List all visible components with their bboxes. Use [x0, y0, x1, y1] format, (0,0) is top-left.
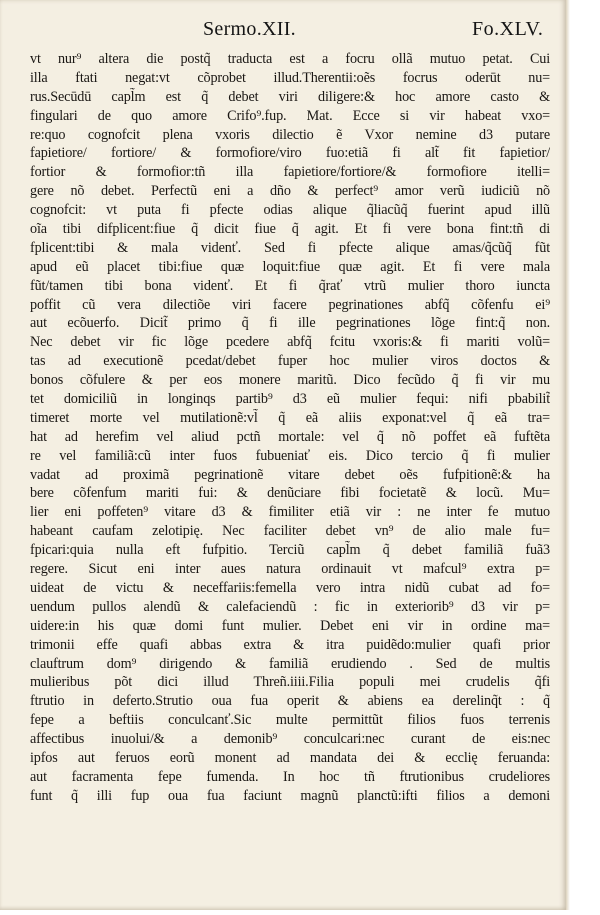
running-head — [0, 14, 566, 44]
text-line: lier eni poffeten⁹ vitare d3 & fimiliter etiã vir : ne inter fe mutuo — [30, 504, 550, 521]
text-line: regere. Sicut eni inter aues natura ordinauit vt mafcul⁹ extra p= — [30, 561, 550, 578]
text-line: re:quo cognofcit plena vxoris dilectio ẽ Vxor nemine d3 putare — [30, 126, 550, 143]
text-line: Nec debet vir fic lõge pcedere abfq̃ fcitu vxoris:& fi mariti volũ= — [30, 334, 550, 351]
text-line: tet domiciliũ in longinqs partib⁹ d3 eũ mulier fequi: nifi pbabilit̃ — [30, 391, 550, 408]
text-line: apud eũ placet tibi:fiue quæ loquit:fiue quæ agit. Et fi vere mala — [30, 258, 550, 275]
text-line: fortior & formofior:tñ illa fapietiore/fortiore/& formofiore itelli= — [30, 164, 550, 181]
text-line: fapietiore/ fortiore/ & formofiore/viro fuo:etiã fi alt̃ fit fapietior/ — [30, 145, 550, 162]
folio-number: Fo.XLV. — [472, 18, 544, 40]
text-line: aut facramenta fepe fumenda. In hoc tñ ftrutionibus crudeliores — [30, 768, 550, 785]
text-line: gere nõ debet. Perfectũ eni a dño & perfect⁹ amor verũ iudiciũ nõ — [30, 183, 550, 200]
text-line: vadat ad proximã pegrinationẽ vitare debet oẽs fufpitionẽ:& ha — [30, 466, 550, 483]
text-line: mulieribus põt dici illud Threñ.iiii.Filia populi mei crudelis q̃fi — [30, 674, 550, 691]
text-line: fepe a beftiis conculcanť.Sic multe permittũt filios fuos terrenis — [30, 712, 550, 729]
text-line: uidere:in his quæ domi funt mulier. Debet eni vir in ordine ma= — [30, 617, 550, 634]
text-line: tas ad executionẽ pcedat/debet fuper hoc mulier viros doctos & — [30, 353, 550, 370]
text-line: fplicent:tibi & mala videnť. Sed fi pfecte alique amas/q̃cũq̃ fũt — [30, 239, 550, 256]
text-line: fpicari:quia nulla eft fufpitio. Terciũ capl̃m q̃ debet familiã fuã3 — [30, 542, 550, 559]
text-line: affectibus inuolui/& a demonib⁹ conculcari:nec curant de eis:nec — [30, 731, 550, 748]
text-line: clauftrum dom⁹ dirigendo & familiã erudiendo . Sed de multis — [30, 655, 550, 672]
text-line: poffit cũ vera dilectiõe viri facere pegrinationes abfq̃ cõfenfu ei⁹ — [30, 296, 550, 313]
text-line: habeant caufam zelotipię. Nec faciliter debet vn⁹ de alio male fu= — [30, 523, 550, 540]
text-line: aut ecõuerfo. Dicit̃ primo q̃ fi ille pegrinationes lõge fint:q̃ non. — [30, 315, 550, 332]
text-line: re vel familiã:cũ inter fuos fubueniať eis. Dico tercio q̃ fi mulier — [30, 447, 550, 464]
text-line: hat ad herefim vel aliud pctñ mortale: vel q̃ nõ poffet eã fuftẽta — [30, 428, 550, 445]
text-line: uideat de victu & neceffariis:femella vero intra nidũ cubat ad fo= — [30, 579, 550, 596]
text-line: fũt/tamen tibi bona videnť. Et fi q̃rať vtrũ mulier thoro iuncta — [30, 277, 550, 294]
text-block — [30, 50, 550, 806]
running-title: Sermo.XII. — [203, 18, 296, 40]
leaf-edge — [566, 0, 570, 910]
text-line: trimonii effe quafi abbas extra & itra puidẽdo:mulier quafi prior — [30, 636, 550, 653]
text-line: ipfos aut feruos eorũ monent ad mandata dei & ecclię feruanda: — [30, 749, 550, 766]
text-line: vt nur⁹ altera die postq̃ traducta est a focru ollã mutuo petat. Cui — [30, 51, 550, 67]
text-line: bere cõfenfum mariti fui: & denũciare fibi focietatẽ & locũ. Mu= — [30, 485, 550, 502]
text-line: ftrutio in deferto.Strutio oua fua operit & abiens ea derelinq̃t : q̃ — [30, 693, 550, 710]
text-line: uendum pullos alendũ & calefaciendũ : fic in exteriorib⁹ d3 vir p= — [30, 598, 550, 615]
text-line: fingulari de quo amore Crifo⁹.fup. Mat. Ecce si vir habeat vxo= — [30, 107, 550, 124]
text-line: cognofcit: vt puta fi pfecte odias alique q̃liacũq̃ fuerint apud illũ — [30, 202, 550, 219]
text-line: rus.Secūdū capl̃m est q̃ debet viri diligere:& hoc amore casto & — [30, 88, 550, 105]
text-line: funt q̃ illi fup oua fua faciunt magnũ planctũ:ifti filios a demoni — [30, 787, 550, 804]
text-line: oĩa tibi difplicent:fiue q̃ dicit fiue q̃ agit. Et fi vere bona fint:tñ di — [30, 221, 550, 238]
text-line: timeret morte vel mutilationẽ:vl̃ q̃ eã aliis exponat:vel q̃ eã tra= — [30, 409, 550, 426]
text-line: illa ftati negat:vt cõprobet illud.Therentii:oẽs focrus oderūt nu= — [30, 69, 550, 86]
text-line: bonos cõfulere & per eos monere maritũ. Dico fecũdo q̃ fi vir mu — [30, 372, 550, 389]
